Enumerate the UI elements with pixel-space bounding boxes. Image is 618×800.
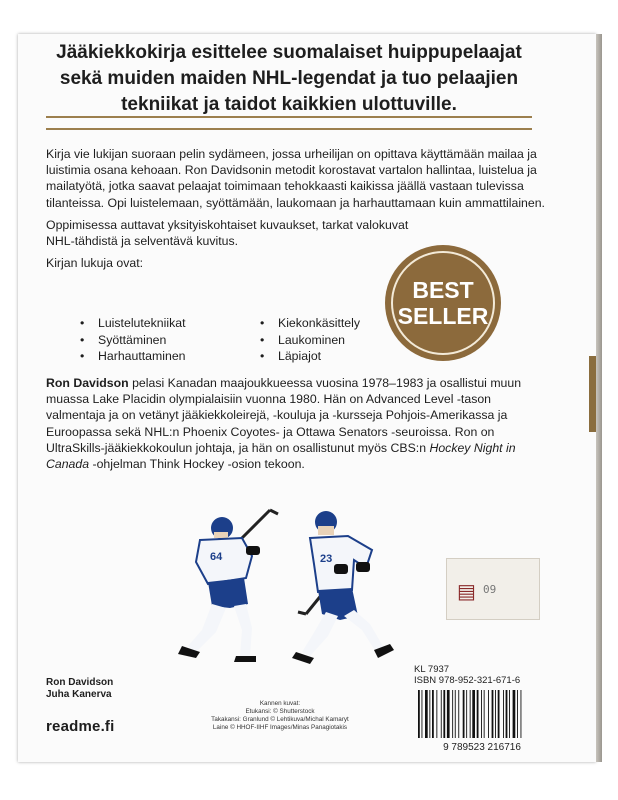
barcode-bar bbox=[463, 690, 465, 738]
sticker-label: 09 bbox=[483, 583, 497, 596]
barcode-bar bbox=[436, 690, 437, 738]
badge-line: BEST bbox=[412, 277, 474, 303]
barcode-bar bbox=[484, 690, 485, 738]
barcode-bar bbox=[498, 690, 500, 738]
barcode-bar bbox=[506, 690, 508, 738]
chapter-list-left bbox=[80, 315, 260, 365]
hockey-players-photo bbox=[130, 480, 440, 680]
tagline bbox=[32, 40, 546, 118]
author-credit: Juha Kanerva bbox=[46, 689, 112, 700]
list-item: • Kiekonkäsittely bbox=[260, 315, 440, 332]
list-item: • Harhauttaminen bbox=[80, 348, 260, 365]
bestseller-badge-inner bbox=[391, 251, 495, 355]
tagline-line: tekniikat ja taidot kaikkien ulottuville. bbox=[121, 94, 457, 115]
barcode-bar bbox=[429, 690, 430, 738]
barcode-bar bbox=[477, 690, 479, 738]
intro-paragraph: Kirja vie lukijan suoraan pelin sydämeen, jossa urheilijan on opittava käyttämään mailaa ja luistimia osana kehoaan. Ron Davidsonin metodit korostavat vartalon hallintaa, luistelua ja mailatyötä, jotka saavat pelaajat toimimaan tehokkaasti kaikissa jäällä vastaan tulevissa tilanteissa. Opi luistelemaan, syöttämään, laukomaan ja harhauttamaan kuin ammattilainen. bbox=[46, 147, 545, 210]
tagline-line: Jääkiekkokirja esittelee suomalaiset huippupelaajat bbox=[56, 42, 522, 63]
author-bio bbox=[46, 375, 544, 472]
credit-line: Takakansi: Granlund © Lehtikuva/Michal Kamaryt bbox=[211, 716, 349, 723]
svg-text:64: 64 bbox=[210, 551, 223, 563]
barcode-bar bbox=[441, 690, 442, 738]
author-credit: Ron Davidson bbox=[46, 677, 114, 688]
barcode-bar bbox=[517, 690, 518, 738]
publisher-logo: readme.fi bbox=[46, 718, 115, 735]
tv-show-title: Hockey Night in Canada bbox=[46, 440, 516, 472]
divider-top bbox=[46, 116, 532, 118]
barcode-bar bbox=[422, 690, 423, 738]
barcode-bar bbox=[509, 690, 510, 738]
barcode-bar bbox=[488, 690, 489, 738]
barcode-bar bbox=[521, 690, 522, 738]
book-stack-icon: ▤ bbox=[457, 581, 476, 603]
author-credits bbox=[46, 677, 113, 701]
barcode-bar bbox=[458, 690, 459, 738]
barcode-digits: 9 789523 216716 bbox=[443, 742, 521, 752]
tagline-line: sekä muiden maiden NHL-legendat ja tuo pelaajien bbox=[59, 68, 519, 89]
library-sticker bbox=[446, 558, 540, 620]
barcode-bar bbox=[513, 690, 516, 738]
credit-line: Etukansi: © Shutterstock bbox=[245, 708, 315, 715]
intro-paragraph: Oppimisessa auttavat yksityiskohtaiset kuvaukset, tarkat valokuvat NHL-tähdistä ja selventävä kuvitus. bbox=[46, 217, 409, 249]
barcode-bar bbox=[470, 690, 471, 738]
barcode-bar bbox=[432, 690, 434, 738]
barcode-bar bbox=[481, 690, 482, 738]
barcode-bar bbox=[492, 690, 494, 738]
list-item: • Luistelutekniikat bbox=[80, 315, 260, 332]
barcode-bar bbox=[503, 690, 504, 738]
isbn-text: ISBN 978-952-321-671-6 bbox=[414, 675, 521, 686]
isbn-block bbox=[414, 664, 544, 686]
credit-line: Laine © HHOF-IIHF Images/Minas Panagiotakis bbox=[212, 724, 348, 731]
barcode-bars bbox=[418, 690, 521, 738]
player-left bbox=[178, 510, 278, 662]
barcode-bar bbox=[455, 690, 456, 738]
list-item: • Laukominen bbox=[260, 332, 440, 349]
player-right bbox=[292, 511, 394, 664]
barcode-bar bbox=[466, 690, 467, 738]
credit-line: Kannen kuvat: bbox=[259, 700, 301, 707]
list-item: • Läpiajot bbox=[260, 348, 440, 365]
bio-text: -ohjelman Think Hockey -osion tekoon. bbox=[89, 457, 305, 472]
barcode-bar bbox=[472, 690, 475, 738]
barcode-bar bbox=[452, 690, 453, 738]
bio-text: pelasi Kanadan maajoukkueessa vuosina 1978–1983 ja osallistui muun muassa Lake Placidin olympialaisiin vuonna 1980. Hän on Advanced Level -tason valmentaja ja on vetänyt jääkiekkoleirejä, -kouluja ja -kursseja Pohjois-Amerikassa ja Euroopassa sekä NHL:n Phoenix Coyotes- ja Ottawa Senators -seuroissa. Ron on UltraSkills-jääkiekkokoulun johtaja, ja hän on osallistunut myös CBS:n bbox=[46, 376, 522, 455]
barcode bbox=[414, 690, 550, 752]
barcode-bar bbox=[495, 690, 496, 738]
kl-code: KL 7937 bbox=[414, 664, 450, 675]
book-spine bbox=[596, 34, 602, 762]
bestseller-badge bbox=[385, 245, 501, 361]
svg-text:23: 23 bbox=[320, 553, 333, 565]
list-item: • Syöttäminen bbox=[80, 332, 260, 349]
barcode-bar bbox=[425, 690, 428, 738]
divider-bottom bbox=[46, 128, 532, 130]
barcode-bar bbox=[418, 690, 420, 738]
photo-credits bbox=[196, 700, 364, 732]
barcode-bar bbox=[443, 690, 445, 738]
barcode-bar bbox=[447, 690, 450, 738]
badge-line: SELLER bbox=[397, 303, 489, 329]
chapters-heading: Kirjan lukuja ovat: bbox=[46, 256, 144, 271]
author-name: Ron Davidson bbox=[46, 376, 129, 390]
